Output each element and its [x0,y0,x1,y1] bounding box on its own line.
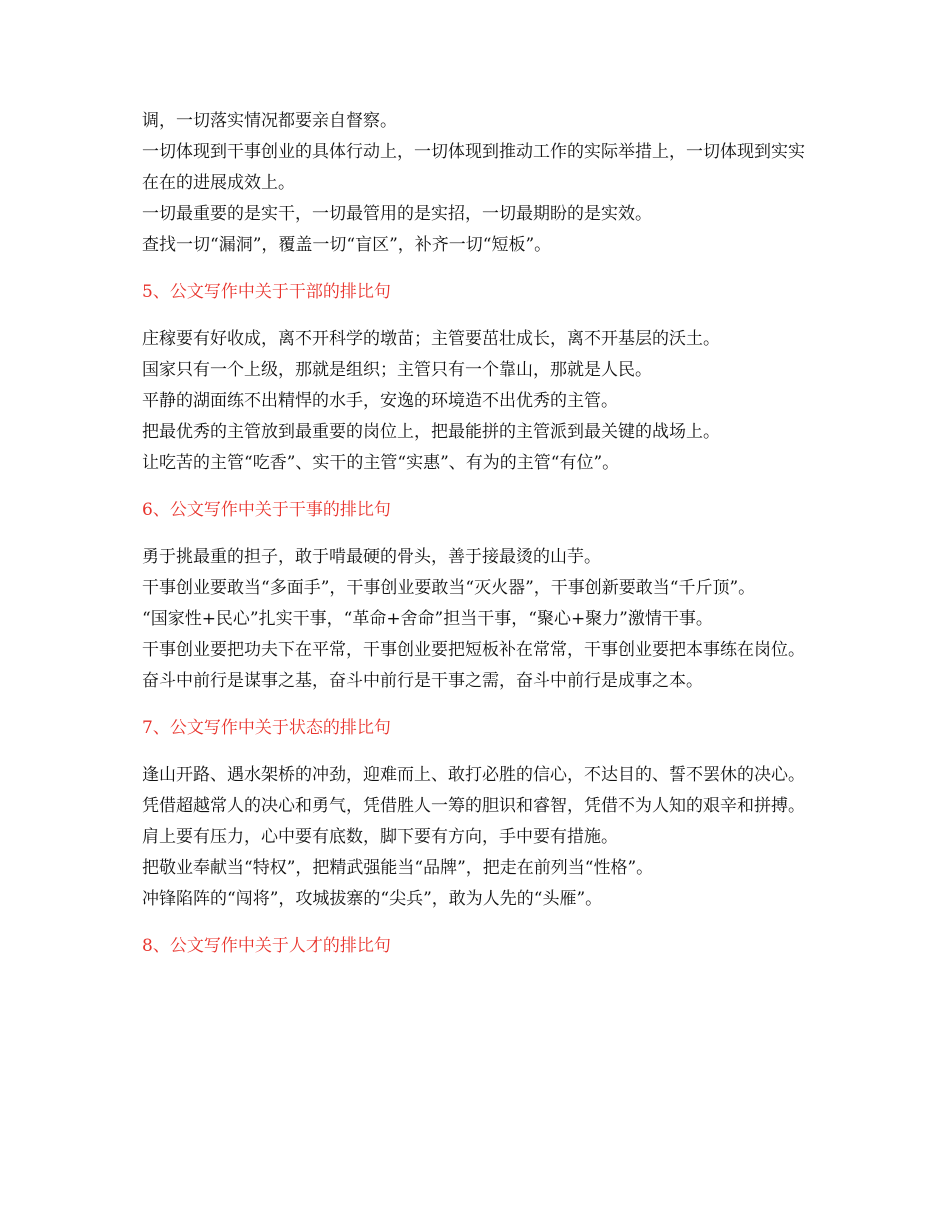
paragraph: 干事创业要敢当“多面手”，干事创业要敢当“灭火器”，干事创新要敢当“千斤顶”。 [142,578,756,598]
paragraph: 让吃苦的主管“吃香”、实干的主管“实惠”、有为的主管“有位”。 [142,453,620,473]
paragraph: 平静的湖面练不出精悍的水手，安逸的环境造不出优秀的主管。 [142,391,618,411]
section-state [142,713,810,915]
paragraph: 查找一切“漏洞”，覆盖一切“盲区”，补齐一切“短板”。 [142,235,552,255]
section-heading: 5、公文写作中关于干部的排比句 [142,282,391,302]
paragraph: 勇于挑最重的担子，敢于啃最硬的骨头，善于接最烫的山芋。 [142,547,601,567]
paragraph: 逢山开路、遇水架桥的冲劲，迎难而上、敢打必胜的信心，不达目的、誓不罢休的决心。 [142,765,805,785]
document-page [142,106,810,962]
paragraph: 干事创业要把功夫下在平常，干事创业要把短板补在常常，干事创业要把本事练在岗位。 [142,640,805,660]
paragraph: 冲锋陷阵的“闯将”，攻城拔寨的“尖兵”，敢为人先的“头雁”。 [142,889,603,909]
paragraph: 庄稼要有好收成，离不开科学的墩苗；主管要茁壮成长，离不开基层的沃土。 [142,329,720,349]
paragraph: 把敬业奉献当“特权”，把精武强能当“品牌”，把走在前列当“性格”。 [142,858,654,878]
paragraph: 肩上要有压力，心中要有底数，脚下要有方向，手中要有措施。 [142,827,618,847]
paragraph: 把最优秀的主管放到最重要的岗位上，把最能拼的主管派到最关键的战场上。 [142,422,720,442]
intro-block [142,106,810,261]
paragraph: 奋斗中前行是谋事之基，奋斗中前行是干事之需，奋斗中前行是成事之本。 [142,671,703,691]
paragraph: 一切体现到干事创业的具体行动上，一切体现到推动工作的实际举措上，一切体现到实实在在的进展成效上。 [142,142,805,193]
section-heading: 8、公文写作中关于人才的排比句 [142,936,391,956]
paragraph: 一切最重要的是实干，一切最管用的是实招，一切最期盼的是实效。 [142,204,652,224]
paragraph: “国家性+民心”扎实干事，“革命+舍命”担当干事，“聚心+聚力”激情干事。 [142,609,713,629]
paragraph: 凭借超越常人的决心和勇气，凭借胜人一筹的胆识和睿智，凭借不为人知的艰辛和拼搏。 [142,796,805,816]
section-work [142,495,810,697]
section-cadres [142,277,810,479]
section-talent [142,931,810,962]
paragraph: 调，一切落实情况都要亲自督察。 [142,111,397,131]
paragraph: 国家只有一个上级，那就是组织；主管只有一个靠山，那就是人民。 [142,360,652,380]
section-heading: 6、公文写作中关于干事的排比句 [142,500,391,520]
section-heading: 7、公文写作中关于状态的排比句 [142,718,391,738]
